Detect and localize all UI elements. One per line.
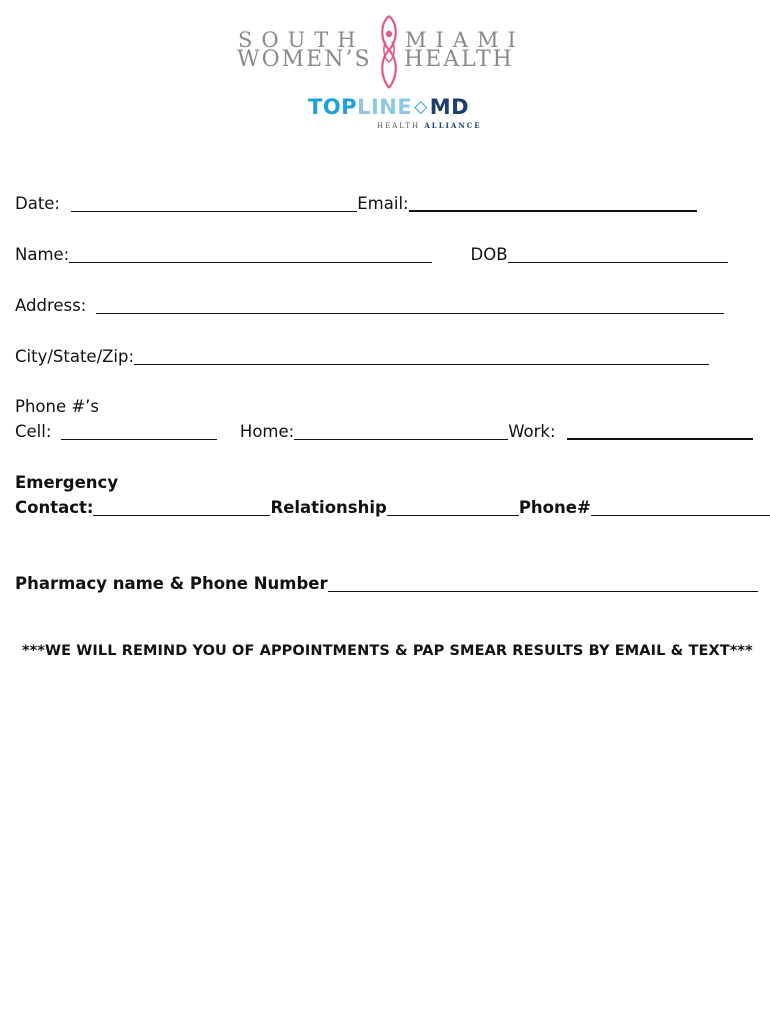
name-label: Name: (15, 245, 70, 264)
cell-label: Cell: (15, 422, 52, 441)
dob-field[interactable] (508, 246, 728, 263)
name-field[interactable] (69, 246, 432, 263)
email-field[interactable] (409, 194, 697, 212)
home-label: Home: (239, 422, 295, 441)
emergency-phone-field[interactable] (591, 499, 770, 516)
logo-text-miami: MIAMI (405, 28, 525, 52)
ribbon-icon (374, 14, 404, 90)
date-field[interactable] (71, 195, 357, 212)
work-label: Work: (508, 422, 556, 441)
address-field[interactable] (96, 297, 724, 314)
health-alliance-text (377, 121, 482, 130)
alliance-text-health: HEALTH (377, 122, 421, 130)
relationship-field[interactable] (387, 499, 519, 516)
date-label: Date: (15, 194, 60, 213)
phones-row (15, 422, 753, 442)
eye-icon: ◇ (414, 97, 428, 117)
city-state-zip-field[interactable] (134, 348, 709, 365)
emergency-contact-field[interactable] (93, 499, 270, 516)
pharmacy-row (15, 574, 758, 594)
home-field[interactable] (294, 423, 508, 440)
email-label: Email: (357, 194, 409, 213)
logo-text-health: HEALTH (404, 47, 514, 72)
practice-logo (0, 0, 770, 140)
date-email-row (15, 194, 697, 214)
emergency-phone-label: Phone# (518, 498, 591, 517)
pharmacy-field[interactable] (328, 575, 758, 592)
emergency-contact-label: Contact: (15, 498, 94, 517)
reminder-notice: ***WE WILL REMIND YOU OF APPOINTMENTS & PAP SMEAR RESULTS BY EMAIL & TEXT*** (22, 643, 753, 659)
dob-label: DOB (470, 245, 508, 264)
topline-text-md: MD (429, 95, 470, 119)
emergency-heading: Emergency (15, 473, 119, 492)
topline-text-top: TOP (308, 95, 358, 119)
cell-field[interactable] (61, 423, 217, 440)
emergency-row (15, 498, 770, 518)
address-row (15, 296, 724, 316)
logo-text-south: SOUTH (238, 28, 365, 52)
work-field[interactable] (567, 422, 753, 440)
alliance-text-alliance: ALLIANCE (424, 121, 482, 130)
address-label: Address: (15, 296, 87, 315)
name-dob-row (15, 245, 728, 265)
topline-md-logo (308, 97, 469, 118)
city-state-zip-label: City/State/Zip: (15, 347, 135, 366)
relationship-label: Relationship (270, 498, 387, 517)
city-row (15, 347, 709, 367)
logo-text-womens: WOMEN’S (237, 47, 372, 72)
phones-heading: Phone #’s (15, 397, 100, 416)
topline-text-line: LINE (357, 95, 413, 119)
pharmacy-label: Pharmacy name & Phone Number (15, 574, 328, 593)
